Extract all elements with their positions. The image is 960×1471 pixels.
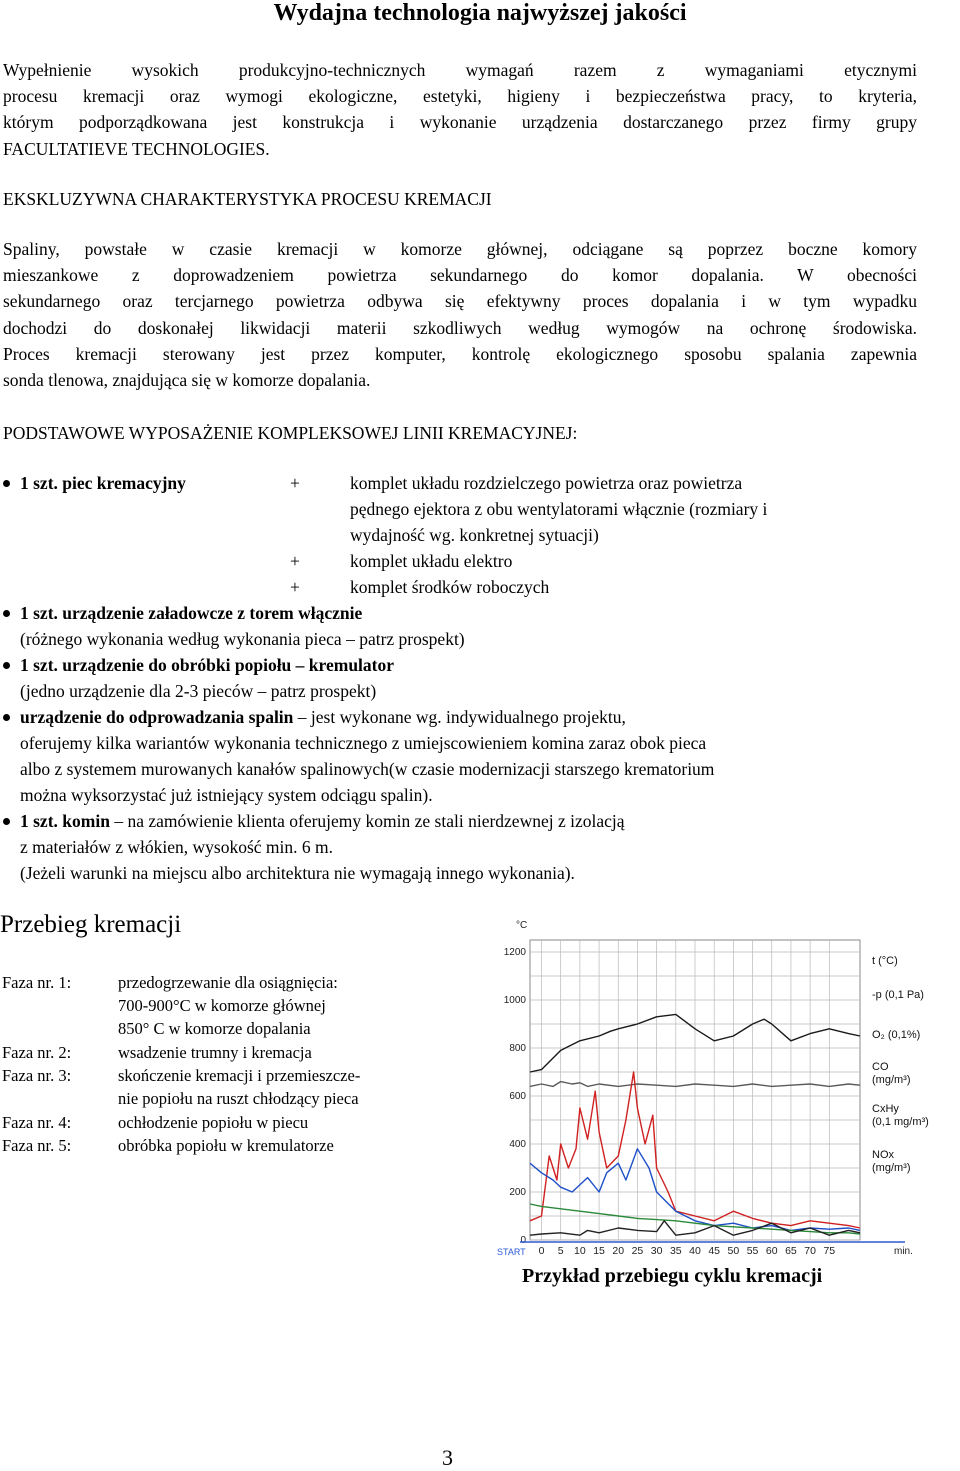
exclusive-line: Spaliny, powstałe w czasie kremacji w komorze głównej, odciągane są poprzez boczne komory <box>3 239 917 259</box>
x-tick-label: 45 <box>708 1245 721 1257</box>
bullet-icon <box>3 480 10 487</box>
x-tick-label: 40 <box>689 1245 701 1257</box>
phase-text: nie popiołu na ruszt chłodzący pieca <box>118 1089 359 1108</box>
plus-sign: + <box>290 551 300 571</box>
exclusive-line: mieszankowe z doprowadzeniem powietrza sekundarnego do komor dopalania. W obecności <box>3 265 917 286</box>
intro-line: FACULTATIEVE TECHNOLOGIES. <box>3 138 270 159</box>
x-tick-label: 35 <box>669 1245 682 1257</box>
x-tick-label: 50 <box>727 1245 740 1257</box>
item-title-bold: 1 szt. komin <box>20 811 110 831</box>
item-sub-line: pędnego ejektora z obu wentylatorami włącznie (rozmiary i <box>350 499 768 519</box>
item-title: 1 szt. urządzenie do obróbki popiołu – kremulator <box>20 655 395 675</box>
legend-unit: (0,1 mg/m³) <box>872 1116 929 1128</box>
x-tick-label: 30 <box>650 1245 663 1257</box>
item-title <box>20 808 625 834</box>
item-sub-line: komplet układu elektro <box>350 551 513 571</box>
x-tick-label: 25 <box>631 1245 644 1257</box>
intro-line: Wypełnienie wysokich produkcyjno-technicznych wymagań razem z wymaganiami etycznymi <box>3 60 917 80</box>
phase-text: wsadzenie trumny i kremacja <box>118 1043 312 1062</box>
phase-text: 850° C w komorze dopalania <box>118 1019 311 1038</box>
chart-caption: Przykład przebiegu cyklu kremacji <box>522 1265 823 1287</box>
item-line: można wyksorzystać już istniejący system odciągu spalin). <box>20 785 433 805</box>
x-start-label: START <box>497 1247 526 1257</box>
phase-text: 700-900°C w komorze głównej <box>118 996 326 1015</box>
exclusive-line: dochodzi do doskonałej likwidacji materii szkodliwych według wymogów na ochronę środowiska. <box>3 317 917 338</box>
plus-sign: + <box>290 577 300 597</box>
y-unit-label: °C <box>516 920 528 931</box>
x-tick-label: 15 <box>593 1245 605 1257</box>
y-tick-label: 200 <box>509 1187 526 1198</box>
page-title: Wydajna technologia najwyższej jakości <box>273 0 687 26</box>
cremation-cycle-chart <box>490 912 950 1257</box>
x-tick-label: 0 <box>538 1245 545 1257</box>
intro-paragraph <box>3 57 917 162</box>
item-title-rest: – na zamówienie klienta oferujemy komin ze stali nierdzewnej z izolacją <box>109 811 625 831</box>
chart-legend <box>872 955 929 1174</box>
y-tick-label: 1000 <box>503 995 526 1006</box>
x-tick-label: 10 <box>574 1245 586 1257</box>
exclusive-heading: EKSKLUZYWNA CHARAKTERYSTYKA PROCESU KREMACJI <box>3 189 492 209</box>
x-tick-label: 65 <box>785 1245 797 1257</box>
item-title: 1 szt. piec kremacyjny <box>20 473 186 493</box>
page-number: 3 <box>442 1445 453 1470</box>
bullet-icon <box>3 714 10 721</box>
item-line: (Jeżeli warunki na miejscu albo architektura nie wymagają innego wykonania). <box>20 863 575 883</box>
phase-text: skończenie kremacji i przemieszcze- <box>118 1066 361 1085</box>
legend-unit: (mg/m³) <box>872 1074 911 1086</box>
bullet-icon <box>3 818 10 825</box>
phase-text: ochłodzenie popiołu w piecu <box>118 1113 309 1132</box>
x-tick-label: 60 <box>765 1245 778 1257</box>
bullet-icon <box>3 610 10 617</box>
phase-text: przedogrzewanie dla osiągnięcia: <box>118 973 338 992</box>
chart-grid <box>530 940 860 1240</box>
item-sub-line: komplet środków roboczych <box>350 577 550 597</box>
item-line: albo z systemem murowanych kanałów spalinowych(w czasie modernizacji starszego krematorium <box>20 759 715 779</box>
y-tick-label: 400 <box>509 1139 526 1150</box>
legend-label: NOx <box>872 1149 894 1161</box>
x-tick-label: 55 <box>746 1245 759 1257</box>
y-tick-label: 800 <box>509 1043 526 1054</box>
y-tick-label: 0 <box>520 1235 526 1246</box>
item-line: (jedno urządzenie dla 2-3 pieców – patrz prospekt) <box>20 681 377 701</box>
item-line: oferujemy kilka wariantów wykonania technicznego z umiejscowieniem komina zaraz obok pieca <box>20 733 707 753</box>
bullet-icon <box>3 662 10 669</box>
phase-label: Faza nr. 5: <box>2 1136 72 1155</box>
item-title-rest: – jest wykonane wg. indywidualnego projektu, <box>293 707 626 727</box>
equipment-heading: PODSTAWOWE WYPOSAŻENIE KOMPLEKSOWEJ LINII KREMACYJNEJ: <box>3 423 578 443</box>
x-tick-label: 75 <box>823 1245 836 1257</box>
legend-label: -p (0,1 Pa) <box>872 989 924 1001</box>
x-tick-label: 20 <box>612 1245 625 1257</box>
exclusive-line: sonda tlenowa, znajdująca się w komorze dopalania. <box>3 370 371 391</box>
intro-line: którym podporządkowana jest konstrukcja i wykonanie urządzenia dostarczanego przez firmy grupy <box>3 112 917 133</box>
x-tick-label: 5 <box>557 1245 564 1257</box>
item-title-bold: urządzenie do odprowadzania spalin <box>20 707 294 727</box>
x-tick-label: 70 <box>804 1245 816 1257</box>
item-sub-line: komplet układu rozdzielczego powietrza oraz powietrza <box>350 473 743 493</box>
legend-label: t (°C) <box>872 955 898 967</box>
item-sub-line: wydajność wg. konkretnej sytuacji) <box>350 525 599 545</box>
item-title <box>20 704 626 730</box>
legend-unit: (mg/m³) <box>872 1162 911 1174</box>
x-axis-label: min. <box>894 1246 913 1257</box>
process-heading: Przebieg kremacji <box>0 911 182 938</box>
phase-label: Faza nr. 3: <box>2 1066 72 1085</box>
item-title: 1 szt. urządzenie załadowcze z torem włącznie <box>20 603 363 623</box>
y-tick-label: 600 <box>509 1091 526 1102</box>
item-line: (różnego wykonania według wykonania pieca – patrz prospekt) <box>20 629 465 649</box>
phase-label: Faza nr. 4: <box>2 1113 72 1132</box>
exclusive-line: Proces kremacji sterowany jest przez komputer, kontrolę ekologicznego sposobu spalania zapewnia <box>3 343 917 364</box>
intro-line: procesu kremacji oraz wymogi ekologiczne, estetyki, higieny i bezpieczeństwa pracy, to kryteria, <box>3 86 917 107</box>
phase-text: obróbka popiołu w kremulatorze <box>118 1136 334 1155</box>
legend-label: CxHy <box>872 1103 899 1115</box>
y-tick-label: 1200 <box>503 947 526 958</box>
plus-sign: + <box>290 473 300 493</box>
legend-label: CO <box>872 1061 889 1073</box>
legend-label: O₂ (0,1%) <box>872 1029 921 1041</box>
exclusive-paragraph <box>3 236 917 393</box>
exclusive-line: sekundarnego oraz tercjarnego powietrza odbywa się efektywny proces dopalania i w tym wypadku <box>3 291 917 312</box>
phase-label: Faza nr. 2: <box>2 1043 72 1062</box>
item-line: z materiałów z włókien, wysokość min. 6 m. <box>20 837 333 857</box>
phase-label: Faza nr. 1: <box>2 973 72 992</box>
